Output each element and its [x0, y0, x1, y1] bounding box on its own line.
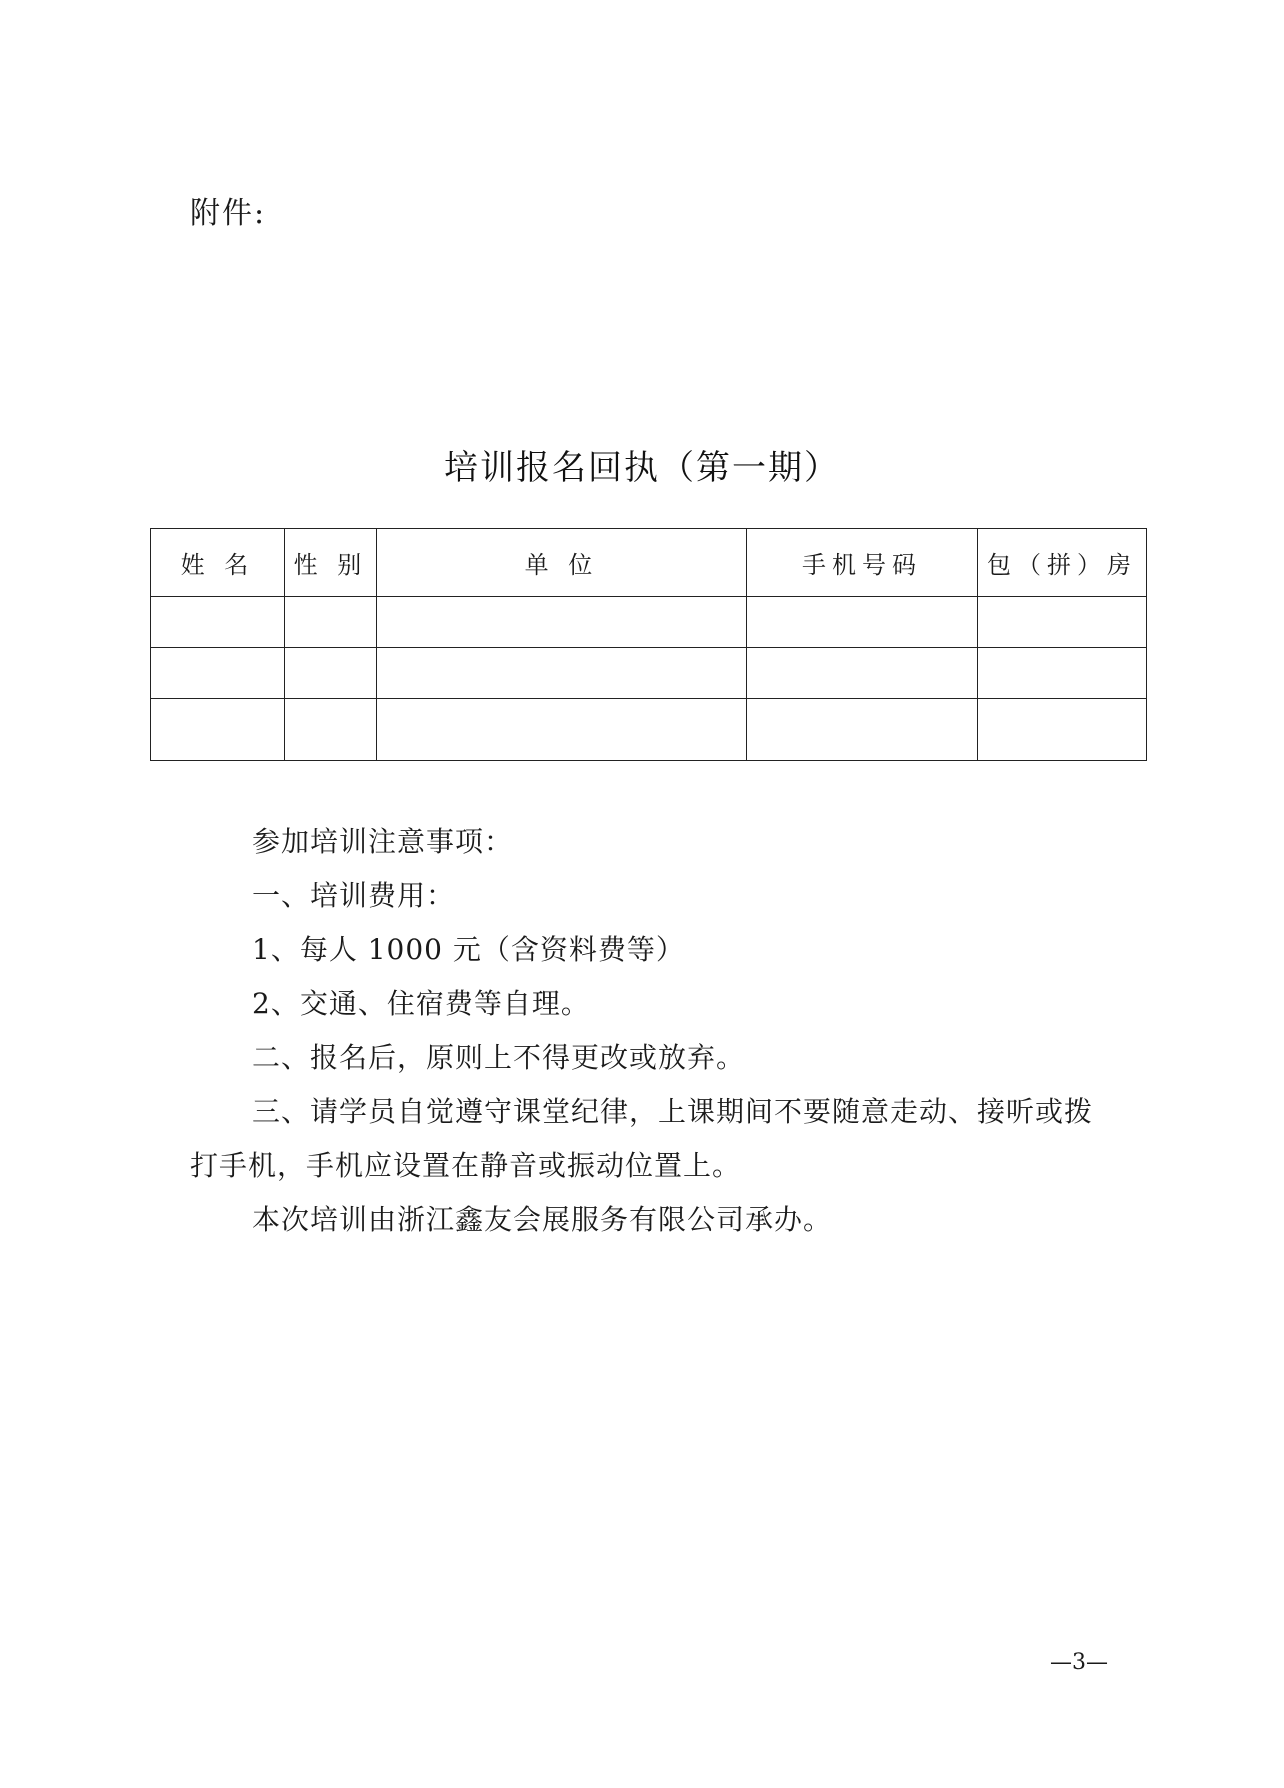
cell-phone [747, 699, 978, 761]
cell-name [151, 597, 285, 648]
notes-heading: 参加培训注意事项： [252, 825, 514, 858]
note-item: 本次培训由浙江鑫友会展服务有限公司承办。 [252, 1203, 833, 1236]
registration-table [150, 528, 1147, 761]
cell-name [151, 699, 285, 761]
note-item: 2、交通、住宿费等自理。 [252, 987, 590, 1020]
cell-room [978, 699, 1147, 761]
notes-section [190, 815, 1110, 1247]
table-row [151, 699, 1147, 761]
cell-phone [747, 648, 978, 699]
header-phone: 手机号码 [747, 529, 978, 597]
cell-room [978, 648, 1147, 699]
header-name: 姓 名 [151, 529, 285, 597]
cell-gender [285, 648, 377, 699]
cell-gender [285, 699, 377, 761]
page-number: —3— [1050, 1650, 1108, 1675]
form-title: 培训报名回执（第一期） [444, 448, 840, 488]
cell-phone [747, 597, 978, 648]
note-item: 二、报名后，原则上不得更改或放弃。 [252, 1041, 746, 1074]
cell-gender [285, 597, 377, 648]
table-header-row [151, 529, 1147, 597]
cell-organization [377, 597, 747, 648]
note-item: 三、请学员自觉遵守课堂纪律，上课期间不要随意走动、接听或拨打手机，手机应设置在静音或振动位置上。 [190, 1095, 1094, 1182]
header-room: 包（拼）房 [978, 529, 1147, 597]
header-organization: 单 位 [377, 529, 747, 597]
note-item: 一、培训费用： [252, 879, 456, 912]
cell-organization [377, 648, 747, 699]
cell-room [978, 597, 1147, 648]
note-item: 1、每人 1000 元（含资料费等） [252, 933, 685, 966]
attachment-label: 附件: [190, 196, 267, 231]
header-gender: 性 别 [285, 529, 377, 597]
cell-name [151, 648, 285, 699]
table-row [151, 648, 1147, 699]
table-row [151, 597, 1147, 648]
cell-organization [377, 699, 747, 761]
